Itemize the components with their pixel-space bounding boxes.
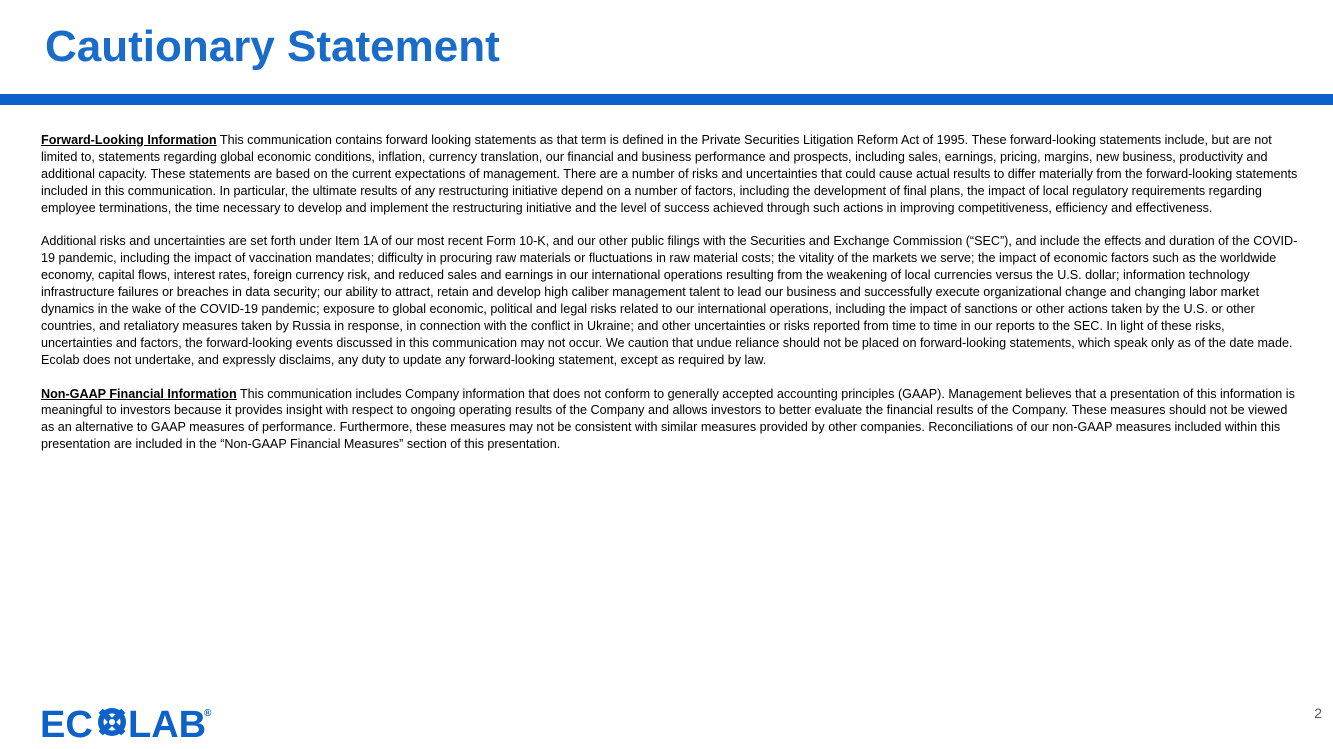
page-number: 2 (1314, 705, 1322, 721)
forward-looking-paragraph (41, 132, 1299, 217)
registered-mark: ® (204, 708, 212, 719)
non-gaap-paragraph (41, 386, 1299, 454)
slide-title: Cautionary Statement (45, 22, 500, 71)
cautionary-body (41, 132, 1299, 470)
forward-looking-text: This communication contains forward looking statements as that term is defined in the Private Securities Litigation Reform Act of 1995. These forward-looking statements include, but are not limited to, statements regarding global economic conditions, inflation, currency translation, our financial and business performance and prospects, including sales, earnings, pricing, margins, new business, productivity and additional capacity. These statements are based on the current expectations of management. There are a number of risks and uncertainties that could cause actual results to differ materially from the forward-looking statements included in this communication. In particular, the ultimate results of any restructuring initiative depend on a number of factors, including the development of final plans, the impact of local regulatory requirements regarding employee terminations, the time necessary to develop and implement the restructuring initiative and the level of success achieved through such actions in improving competitiveness, efficiency and effectiveness. (41, 133, 1298, 215)
logo-text-lab: LAB (128, 704, 207, 740)
non-gaap-heading: Non-GAAP Financial Information (41, 386, 237, 401)
non-gaap-text: This communication includes Company information that does not conform to generally accepted accounting principles (GAAP). Management believes that a presentation of this information is meaningful to investors because it provides insight with respect to ongoing operating results of the Company and allows investors to better evaluate the financial results of the Company. These measures should not be viewed as an alternative to GAAP measures of performance. Furthermore, these measures may not be consistent with similar measures provided by other companies. Reconciliations of our non-GAAP measures included within this presentation are included in the “Non-GAAP Financial Measures” section of this presentation. (41, 386, 1295, 452)
ecolab-logo (40, 704, 212, 740)
logo-o-mark-icon (98, 708, 126, 736)
additional-risks-paragraph: Additional risks and uncertainties are set forth under Item 1A of our most recent Form 10-K, and our other public filings with the Securities and Exchange Commission (“SEC”), and include the effects and duration of the COVID-19 pandemic, including the impact of vaccination mandates; difficulty in procuring raw materials or fluctuations in raw material costs; the vitality of the markets we serve; the impact of economic factors such as the worldwide economy, capital flows, interest rates, foreign currency risk, and reduced sales and earnings in our international operations resulting from the weakening of local currencies versus the U.S. dollar; information technology infrastructure failures or breaches in data security; our ability to attract, retain and develop high caliber management talent to lead our business and successfully execute organizational change and changing labor market dynamics in the wake of the COVID-19 pandemic; exposure to global economic, political and legal risks related to our international operations, including the impact of sanctions or other actions taken by the U.S. or other countries, and retaliatory measures taken by Russia in response, in connection with the conflict in Ukraine; and other uncertainties or risks reported from time to time in our reports to the SEC. In light of these risks, uncertainties and factors, the forward-looking events discussed in this communication may not occur. We caution that undue reliance should not be placed on forward-looking statements, which speak only as of the date made. Ecolab does not undertake, and expressly disclaims, any duty to update any forward-looking statement, except as required by law. (41, 234, 1298, 367)
title-underline-bar (0, 94, 1333, 105)
forward-looking-heading: Forward-Looking Information (41, 133, 217, 147)
logo-text-ec: EC (40, 704, 93, 740)
